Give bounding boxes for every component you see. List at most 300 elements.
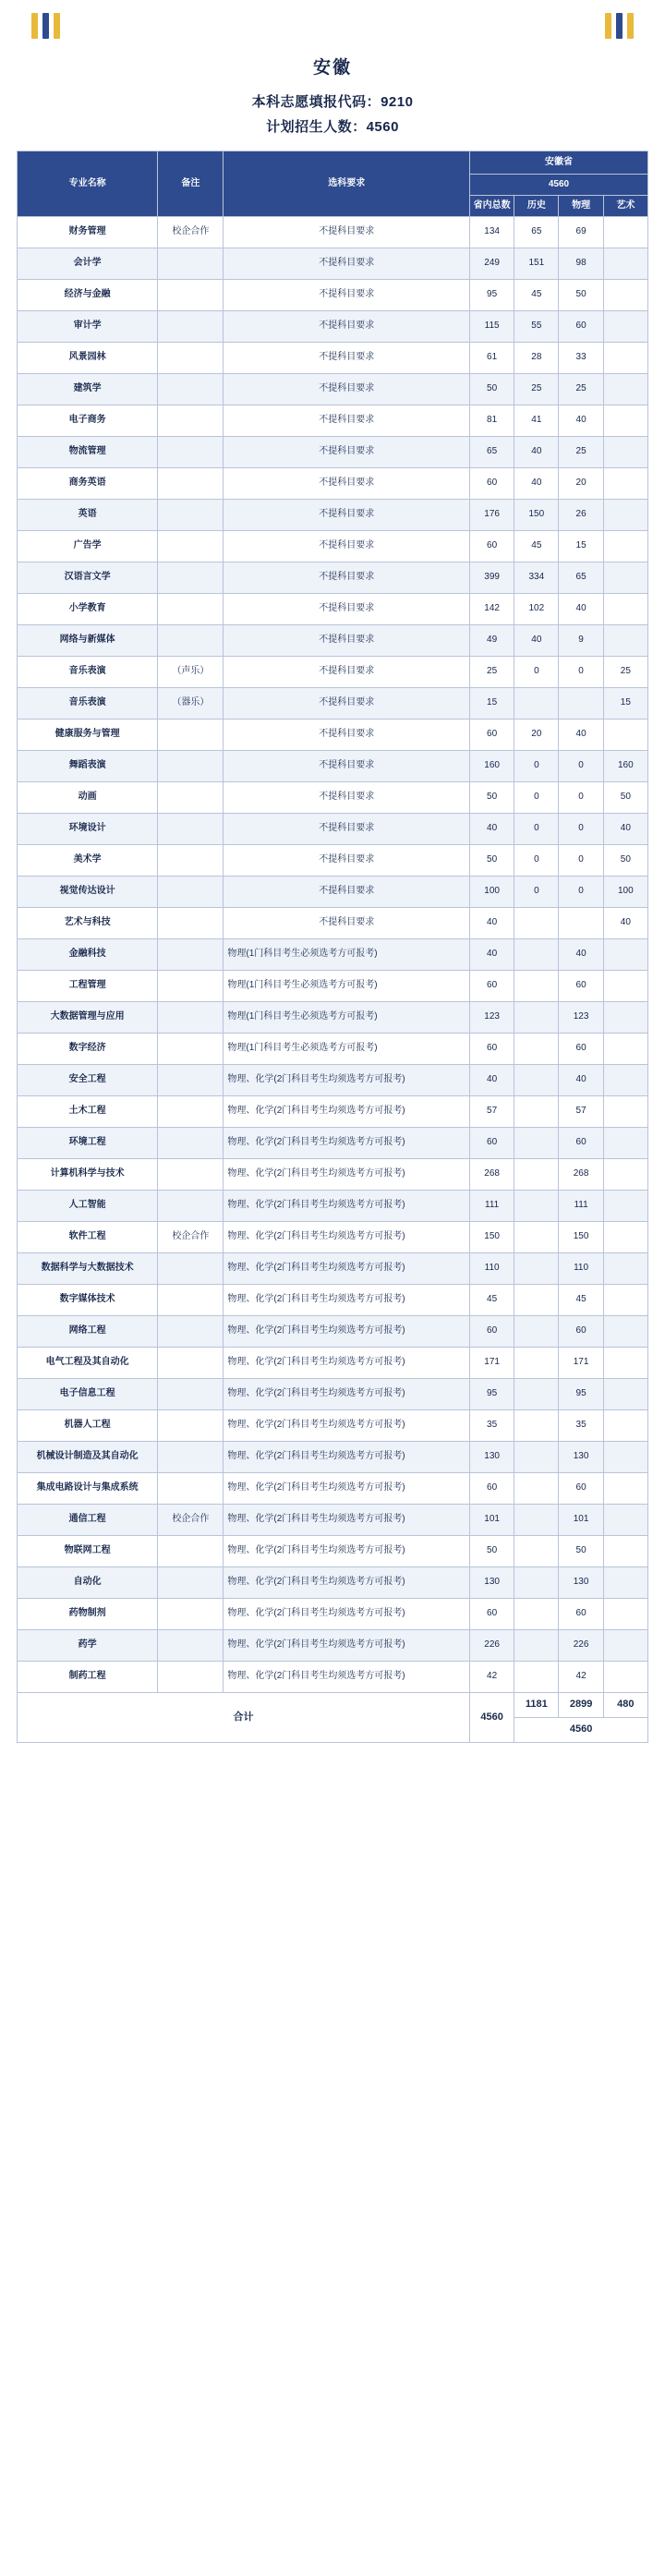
- table-row: [18, 1222, 648, 1253]
- cell-art: [603, 1191, 647, 1222]
- cell-requirement: 不提科目要求: [224, 248, 470, 280]
- cell-history: [514, 1034, 559, 1065]
- cell-physics: 95: [559, 1379, 603, 1410]
- cell-history: 0: [514, 657, 559, 688]
- cell-major: 网络与新媒体: [18, 625, 158, 657]
- cell-physics: 45: [559, 1285, 603, 1316]
- cell-art: [603, 1128, 647, 1159]
- cell-physics: [559, 908, 603, 939]
- cell-prov-total: 95: [470, 1379, 514, 1410]
- cell-history: 102: [514, 594, 559, 625]
- cell-note: [158, 1599, 224, 1630]
- cell-note: [158, 531, 224, 562]
- table-row: [18, 343, 648, 374]
- cell-prov-total: 130: [470, 1567, 514, 1599]
- cell-prov-total: 171: [470, 1348, 514, 1379]
- cell-major: 机器人工程: [18, 1410, 158, 1442]
- cell-physics: 26: [559, 500, 603, 531]
- cell-prov-total: 60: [470, 531, 514, 562]
- cell-requirement: 物理(1门科目考生必须选考方可报考): [224, 1002, 470, 1034]
- cell-note: [158, 1128, 224, 1159]
- cell-requirement: 物理、化学(2门科目考生均须选考方可报考): [224, 1191, 470, 1222]
- cell-major: 健康服务与管理: [18, 720, 158, 751]
- table-row: [18, 782, 648, 814]
- cell-prov-total: 399: [470, 562, 514, 594]
- cell-art: [603, 1567, 647, 1599]
- cell-art: [603, 562, 647, 594]
- cell-note: 校企合作: [158, 1222, 224, 1253]
- cell-physics: 40: [559, 594, 603, 625]
- cell-history: [514, 1191, 559, 1222]
- cell-history: 151: [514, 248, 559, 280]
- cell-physics: 123: [559, 1002, 603, 1034]
- cell-prov-total: 40: [470, 908, 514, 939]
- table-row: [18, 1348, 648, 1379]
- total-prov: 4560: [470, 1693, 514, 1743]
- cell-prov-total: 150: [470, 1222, 514, 1253]
- header-major: 专业名称: [18, 151, 158, 217]
- cell-history: [514, 939, 559, 971]
- table-row: [18, 845, 648, 877]
- cell-physics: 60: [559, 311, 603, 343]
- cell-history: [514, 1348, 559, 1379]
- cell-art: [603, 531, 647, 562]
- cell-art: [603, 1410, 647, 1442]
- cell-art: [603, 1505, 647, 1536]
- cell-physics: 111: [559, 1191, 603, 1222]
- cell-history: [514, 1442, 559, 1473]
- cell-note: [158, 814, 224, 845]
- cell-physics: 101: [559, 1505, 603, 1536]
- cell-note: [158, 1567, 224, 1599]
- cell-requirement: 不提科目要求: [224, 814, 470, 845]
- cell-note: [158, 1442, 224, 1473]
- cell-art: [603, 1348, 647, 1379]
- cell-requirement: 物理、化学(2门科目考生均须选考方可报考): [224, 1630, 470, 1662]
- cell-prov-total: 57: [470, 1096, 514, 1128]
- cell-history: 41: [514, 405, 559, 437]
- table-row: [18, 1567, 648, 1599]
- cell-prov-total: 60: [470, 1599, 514, 1630]
- cell-major: 金融科技: [18, 939, 158, 971]
- cell-physics: 0: [559, 657, 603, 688]
- cell-art: 50: [603, 845, 647, 877]
- cell-history: 0: [514, 814, 559, 845]
- cell-history: 0: [514, 845, 559, 877]
- cell-history: [514, 1630, 559, 1662]
- cell-requirement: 物理、化学(2门科目考生均须选考方可报考): [224, 1599, 470, 1630]
- cell-art: [603, 1316, 647, 1348]
- cell-requirement: 物理、化学(2门科目考生均须选考方可报考): [224, 1379, 470, 1410]
- cell-requirement: 物理、化学(2门科目考生均须选考方可报考): [224, 1128, 470, 1159]
- table-row: [18, 720, 648, 751]
- cell-art: 40: [603, 814, 647, 845]
- cell-history: [514, 1505, 559, 1536]
- cell-major: 工程管理: [18, 971, 158, 1002]
- cell-prov-total: 60: [470, 1128, 514, 1159]
- cell-major: 数据科学与大数据技术: [18, 1253, 158, 1285]
- cell-prov-total: 25: [470, 657, 514, 688]
- cell-note: [158, 845, 224, 877]
- cell-note: [158, 939, 224, 971]
- cell-requirement: 不提科目要求: [224, 531, 470, 562]
- cell-major: 经济与金融: [18, 280, 158, 311]
- cell-art: [603, 311, 647, 343]
- cell-history: 40: [514, 625, 559, 657]
- cell-major: 风景园林: [18, 343, 158, 374]
- cell-requirement: 物理、化学(2门科目考生均须选考方可报考): [224, 1442, 470, 1473]
- cell-requirement: 物理(1门科目考生必须选考方可报考): [224, 939, 470, 971]
- cell-history: 28: [514, 343, 559, 374]
- cell-art: 15: [603, 688, 647, 720]
- table-row: [18, 1630, 648, 1662]
- cell-requirement: 不提科目要求: [224, 877, 470, 908]
- cell-requirement: 不提科目要求: [224, 311, 470, 343]
- table-row: [18, 688, 648, 720]
- table-row: [18, 971, 648, 1002]
- cell-note: [158, 1065, 224, 1096]
- cell-physics: 0: [559, 814, 603, 845]
- cell-prov-total: 95: [470, 280, 514, 311]
- cell-history: [514, 1473, 559, 1505]
- cell-requirement: 物理、化学(2门科目考生均须选考方可报考): [224, 1316, 470, 1348]
- cell-art: [603, 720, 647, 751]
- cell-major: 英语: [18, 500, 158, 531]
- cell-art: 50: [603, 782, 647, 814]
- cell-art: [603, 468, 647, 500]
- cell-major: 会计学: [18, 248, 158, 280]
- cell-history: 0: [514, 877, 559, 908]
- cell-physics: 15: [559, 531, 603, 562]
- cell-history: 150: [514, 500, 559, 531]
- cell-requirement: 物理、化学(2门科目考生均须选考方可报考): [224, 1662, 470, 1693]
- cell-prov-total: 101: [470, 1505, 514, 1536]
- header-art: 艺术: [603, 196, 647, 217]
- cell-art: [603, 343, 647, 374]
- cell-note: [158, 468, 224, 500]
- cell-note: [158, 720, 224, 751]
- cell-history: [514, 908, 559, 939]
- table-row: [18, 1379, 648, 1410]
- cell-major: 艺术与科技: [18, 908, 158, 939]
- cell-major: 自动化: [18, 1567, 158, 1599]
- table-head: [18, 151, 648, 217]
- cell-prov-total: 81: [470, 405, 514, 437]
- cell-art: [603, 1159, 647, 1191]
- cell-art: [603, 1379, 647, 1410]
- cell-major: 环境设计: [18, 814, 158, 845]
- header-note: 备注: [158, 151, 224, 217]
- cell-art: 40: [603, 908, 647, 939]
- cell-history: 40: [514, 468, 559, 500]
- header-requirement: 选科要求: [224, 151, 470, 217]
- cell-history: [514, 1159, 559, 1191]
- cell-major: 舞蹈表演: [18, 751, 158, 782]
- cell-art: [603, 1222, 647, 1253]
- cell-physics: 33: [559, 343, 603, 374]
- cell-note: [158, 280, 224, 311]
- cell-requirement: 不提科目要求: [224, 374, 470, 405]
- cell-note: 校企合作: [158, 217, 224, 248]
- table-row: [18, 1442, 648, 1473]
- cell-physics: 9: [559, 625, 603, 657]
- cell-major: 集成电路设计与集成系统: [18, 1473, 158, 1505]
- cell-major: 电子商务: [18, 405, 158, 437]
- cell-prov-total: 123: [470, 1002, 514, 1034]
- cell-prov-total: 49: [470, 625, 514, 657]
- table-row: [18, 405, 648, 437]
- cell-note: [158, 562, 224, 594]
- cell-art: [603, 280, 647, 311]
- table-body: [18, 217, 648, 1743]
- cell-major: 制药工程: [18, 1662, 158, 1693]
- cell-requirement: 物理(1门科目考生必须选考方可报考): [224, 1034, 470, 1065]
- cell-art: [603, 1034, 647, 1065]
- cell-art: 25: [603, 657, 647, 688]
- cell-physics: 25: [559, 437, 603, 468]
- cell-physics: 130: [559, 1442, 603, 1473]
- cell-history: [514, 1536, 559, 1567]
- cell-physics: 50: [559, 280, 603, 311]
- plan-table-container: [17, 151, 648, 1743]
- cell-major: 审计学: [18, 311, 158, 343]
- cell-prov-total: 100: [470, 877, 514, 908]
- cell-history: 65: [514, 217, 559, 248]
- cell-history: 45: [514, 531, 559, 562]
- cell-major: 通信工程: [18, 1505, 158, 1536]
- cell-requirement: 物理、化学(2门科目考生均须选考方可报考): [224, 1222, 470, 1253]
- total-physics: 2899: [559, 1693, 603, 1718]
- table-row: [18, 1002, 648, 1034]
- table-row: [18, 531, 648, 562]
- cell-history: [514, 1316, 559, 1348]
- cell-major: 电气工程及其自动化: [18, 1348, 158, 1379]
- cell-prov-total: 115: [470, 311, 514, 343]
- cell-art: [603, 625, 647, 657]
- cell-requirement: 不提科目要求: [224, 688, 470, 720]
- table-row: [18, 1505, 648, 1536]
- cell-history: [514, 1285, 559, 1316]
- cell-note: [158, 1473, 224, 1505]
- table-row: [18, 877, 648, 908]
- cell-art: [603, 500, 647, 531]
- cell-prov-total: 134: [470, 217, 514, 248]
- cell-major: 视觉传达设计: [18, 877, 158, 908]
- cell-prov-total: 42: [470, 1662, 514, 1693]
- cell-requirement: 不提科目要求: [224, 280, 470, 311]
- cell-requirement: 物理、化学(2门科目考生均须选考方可报考): [224, 1536, 470, 1567]
- cell-requirement: 物理、化学(2门科目考生均须选考方可报考): [224, 1159, 470, 1191]
- cell-requirement: 物理、化学(2门科目考生均须选考方可报考): [224, 1285, 470, 1316]
- cell-history: [514, 1599, 559, 1630]
- cell-prov-total: 60: [470, 720, 514, 751]
- cell-requirement: 物理(1门科目考生必须选考方可报考): [224, 971, 470, 1002]
- table-row: [18, 374, 648, 405]
- cell-physics: 171: [559, 1348, 603, 1379]
- cell-prov-total: 60: [470, 971, 514, 1002]
- cell-art: [603, 374, 647, 405]
- cell-history: [514, 1222, 559, 1253]
- cell-note: [158, 594, 224, 625]
- total-history: 1181: [514, 1693, 559, 1718]
- cell-prov-total: 50: [470, 374, 514, 405]
- cell-note: [158, 1630, 224, 1662]
- decorative-bar: [31, 13, 38, 39]
- table-row: [18, 1034, 648, 1065]
- cell-major: 大数据管理与应用: [18, 1002, 158, 1034]
- cell-history: 25: [514, 374, 559, 405]
- table-row: [18, 1536, 648, 1567]
- cell-physics: 60: [559, 1599, 603, 1630]
- cell-prov-total: 61: [470, 343, 514, 374]
- cell-physics: 268: [559, 1159, 603, 1191]
- cell-note: [158, 248, 224, 280]
- decorative-bars-right: [605, 13, 634, 39]
- cell-art: [603, 594, 647, 625]
- cell-physics: 40: [559, 1065, 603, 1096]
- cell-note: [158, 1348, 224, 1379]
- cell-physics: 150: [559, 1222, 603, 1253]
- cell-requirement: 不提科目要求: [224, 845, 470, 877]
- cell-note: [158, 500, 224, 531]
- cell-prov-total: 110: [470, 1253, 514, 1285]
- table-row: [18, 217, 648, 248]
- cell-prov-total: 60: [470, 1473, 514, 1505]
- cell-art: [603, 971, 647, 1002]
- cell-requirement: 不提科目要求: [224, 405, 470, 437]
- cell-history: [514, 1002, 559, 1034]
- page-title: 安徽: [312, 58, 352, 78]
- cell-requirement: 不提科目要求: [224, 217, 470, 248]
- cell-physics: 50: [559, 1536, 603, 1567]
- cell-prov-total: 60: [470, 468, 514, 500]
- cell-physics: 0: [559, 845, 603, 877]
- cell-requirement: 物理、化学(2门科目考生均须选考方可报考): [224, 1567, 470, 1599]
- cell-physics: 69: [559, 217, 603, 248]
- cell-physics: 0: [559, 751, 603, 782]
- table-row: [18, 248, 648, 280]
- cell-note: [158, 1253, 224, 1285]
- cell-requirement: 不提科目要求: [224, 625, 470, 657]
- cell-requirement: 物理、化学(2门科目考生均须选考方可报考): [224, 1348, 470, 1379]
- cell-physics: 110: [559, 1253, 603, 1285]
- table-row: [18, 1191, 648, 1222]
- cell-physics: 130: [559, 1567, 603, 1599]
- cell-prov-total: 40: [470, 814, 514, 845]
- cell-physics: 20: [559, 468, 603, 500]
- cell-note: [158, 1096, 224, 1128]
- cell-requirement: 不提科目要求: [224, 751, 470, 782]
- table-row: [18, 1253, 648, 1285]
- cell-major: 环境工程: [18, 1128, 158, 1159]
- cell-physics: 60: [559, 1128, 603, 1159]
- cell-art: [603, 1473, 647, 1505]
- cell-physics: 40: [559, 939, 603, 971]
- cell-note: [158, 1536, 224, 1567]
- total-label: 合计: [18, 1693, 470, 1743]
- cell-history: [514, 1379, 559, 1410]
- table-row: [18, 562, 648, 594]
- cell-note: [158, 1410, 224, 1442]
- cell-physics: 98: [559, 248, 603, 280]
- cell-prov-total: 268: [470, 1159, 514, 1191]
- table-row: [18, 814, 648, 845]
- cell-art: [603, 248, 647, 280]
- cell-major: 机械设计制造及其自动化: [18, 1442, 158, 1473]
- cell-note: [158, 751, 224, 782]
- table-row: [18, 1410, 648, 1442]
- enrollment-plan-line: 计划招生人数：4560: [266, 119, 399, 135]
- cell-history: 334: [514, 562, 559, 594]
- table-row: [18, 1096, 648, 1128]
- table-total-row: [18, 1693, 648, 1718]
- cell-major: 数字媒体技术: [18, 1285, 158, 1316]
- table-row: [18, 1128, 648, 1159]
- cell-physics: 226: [559, 1630, 603, 1662]
- title-block: [0, 54, 665, 136]
- cell-requirement: 不提科目要求: [224, 594, 470, 625]
- cell-note: [158, 1316, 224, 1348]
- table-header-row-1: [18, 151, 648, 175]
- cell-major: 计算机科学与技术: [18, 1159, 158, 1191]
- cell-note: （器乐）: [158, 688, 224, 720]
- table-row: [18, 1662, 648, 1693]
- cell-physics: 60: [559, 1034, 603, 1065]
- decorative-bar: [54, 13, 60, 39]
- cell-note: [158, 1191, 224, 1222]
- cell-major: 安全工程: [18, 1065, 158, 1096]
- cell-note: [158, 877, 224, 908]
- header-physics: 物理: [559, 196, 603, 217]
- decorative-bars-left: [31, 13, 60, 39]
- cell-art: [603, 1662, 647, 1693]
- cell-art: [603, 1599, 647, 1630]
- cell-history: [514, 1410, 559, 1442]
- decorative-bar: [616, 13, 623, 39]
- table-row: [18, 1473, 648, 1505]
- cell-requirement: 不提科目要求: [224, 562, 470, 594]
- cell-art: [603, 1002, 647, 1034]
- cell-major: 物流管理: [18, 437, 158, 468]
- cell-note: [158, 908, 224, 939]
- cell-major: 物联网工程: [18, 1536, 158, 1567]
- cell-note: [158, 1285, 224, 1316]
- cell-note: [158, 1662, 224, 1693]
- cell-major: 软件工程: [18, 1222, 158, 1253]
- table-row: [18, 625, 648, 657]
- table-row: [18, 1065, 648, 1096]
- cell-art: [603, 1285, 647, 1316]
- cell-major: 财务管理: [18, 217, 158, 248]
- cell-prov-total: 160: [470, 751, 514, 782]
- cell-prov-total: 176: [470, 500, 514, 531]
- table-row: [18, 594, 648, 625]
- cell-physics: 0: [559, 782, 603, 814]
- cell-history: 0: [514, 751, 559, 782]
- cell-physics: 40: [559, 405, 603, 437]
- decorative-bars: [0, 0, 665, 39]
- cell-requirement: 不提科目要求: [224, 437, 470, 468]
- table-row: [18, 468, 648, 500]
- cell-requirement: 物理、化学(2门科目考生均须选考方可报考): [224, 1410, 470, 1442]
- cell-note: [158, 405, 224, 437]
- cell-requirement: 物理、化学(2门科目考生均须选考方可报考): [224, 1253, 470, 1285]
- cell-note: [158, 782, 224, 814]
- table-row: [18, 751, 648, 782]
- cell-requirement: 物理、化学(2门科目考生均须选考方可报考): [224, 1473, 470, 1505]
- table-row: [18, 280, 648, 311]
- cell-history: 20: [514, 720, 559, 751]
